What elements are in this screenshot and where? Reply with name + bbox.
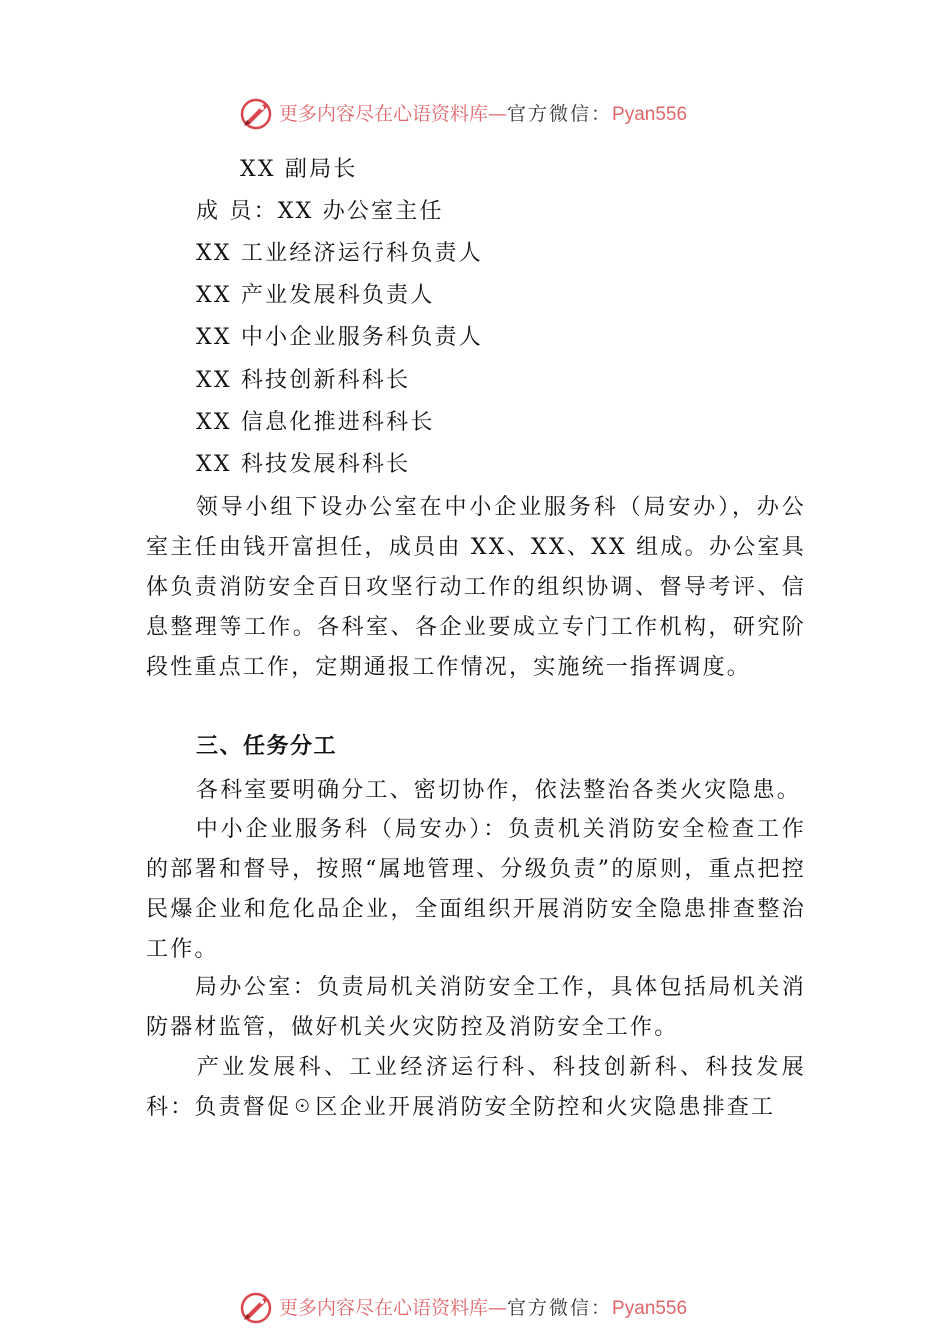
pen-logo-icon: [238, 96, 274, 132]
members-line: 成 员：XX 办公室主任: [196, 199, 444, 224]
pen-logo-icon: [238, 1290, 274, 1326]
member-2: XX 产业发展科负责人: [196, 283, 435, 308]
member-3: XX 中小企业服务科负责人: [196, 325, 483, 350]
watermark-official-label: 官方微信：: [507, 103, 613, 125]
section-heading: 三、任务分工: [196, 734, 338, 759]
footer-watermark: [0, 1288, 950, 1328]
bureau-office-paragraph: 局办公室：负责局机关消防安全工作，具体包括局机关消防器材监管，做好机关火灾防控及消防安全工作。: [146, 975, 806, 1040]
watermark-wechat-id: Pyan556: [612, 104, 688, 125]
member-6: XX 科技发展科科长: [196, 452, 411, 477]
watermark-wechat-id: Pyan556: [612, 1298, 688, 1319]
member-1: XX 工业经济运行科负责人: [196, 241, 483, 266]
watermark-site-text: 更多内容尽在心语资料库: [279, 103, 489, 125]
industry-paragraph: 产业发展科、工业经济运行科、科技创新科、科技发展科：负责督促☉区企业开展消防安全防控和火灾隐患排查工: [146, 1055, 806, 1120]
sme-paragraph: 中小企业服务科（局安办）：负责机关消防安全检查工作的部署和督导，按照“属地管理、分级负责”的原则，重点把控民爆企业和危化品企业，全面组织开展消防安全隐患排查整治工作。: [146, 817, 806, 962]
watermark-dash: —: [488, 103, 508, 125]
watermark-dash: —: [488, 1297, 508, 1319]
division-paragraph: 各科室要明确分工、密切协作，依法整治各类火灾隐患。: [196, 778, 802, 803]
member-deputy: XX 副局长: [240, 157, 358, 182]
member-4: XX 科技创新科科长: [196, 368, 411, 393]
member-5: XX 信息化推进科科长: [196, 410, 435, 435]
header-watermark: [0, 94, 950, 134]
watermark-site-text: 更多内容尽在心语资料库: [279, 1297, 489, 1319]
office-paragraph: 领导小组下设办公室在中小企业服务科（局安办），办公室主任由钱开富担任，成员由 XX、XX、XX 组成。办公室具体负责消防安全百日攻坚行动工作的组织协调、督导考评、信息整理等工作。各科室、各企业要成立专门工作机构，研究阶段性重点工作，定期通报工作情况，实施统一指挥调度。: [146, 495, 806, 680]
watermark-official-label: 官方微信：: [507, 1297, 613, 1319]
